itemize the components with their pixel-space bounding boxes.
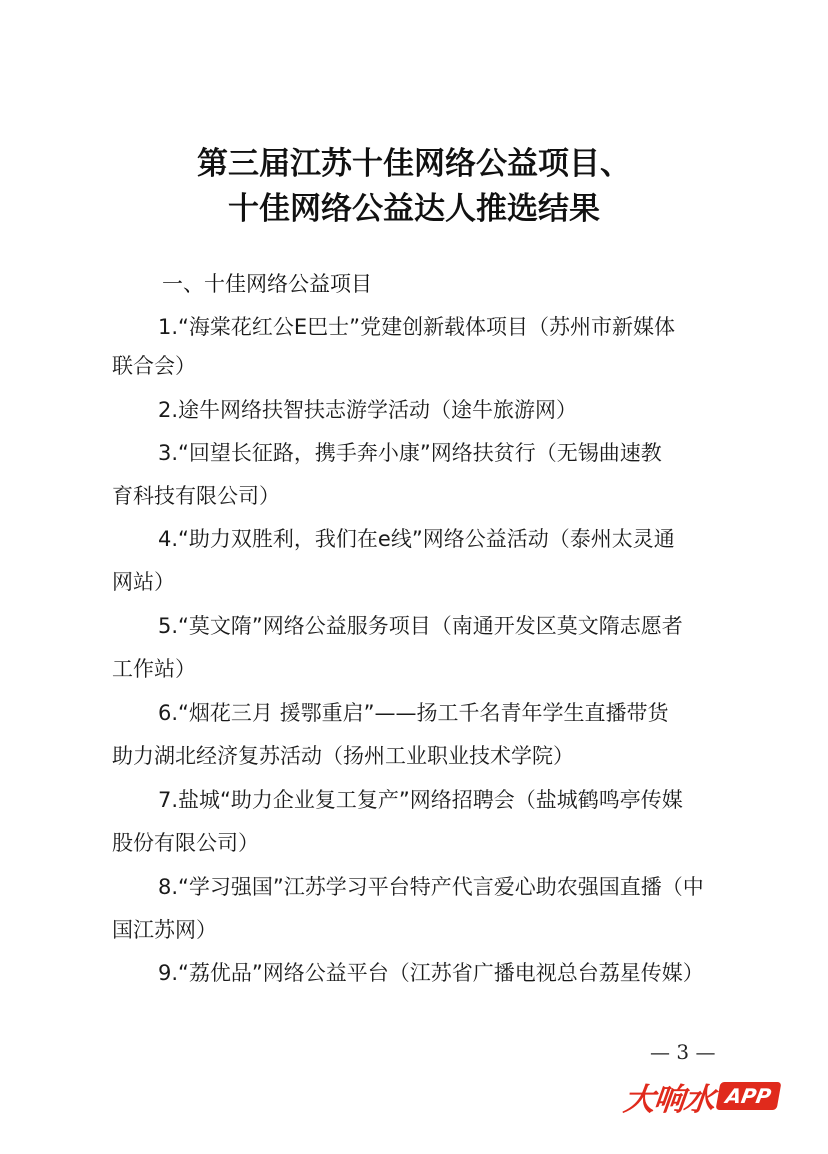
list-item-4-line1: 4.“助力双胜利，我们在e线”网络公益活动（泰州太灵通 [158,527,675,551]
list-item-8-line2: 国江苏网） [112,918,217,942]
watermark-app-badge: APP [716,1082,782,1110]
list-item-5-line2: 工作站） [112,657,196,681]
list-item-1-line1: 1.“海棠花红公E巴士”党建创新载体项目（苏州市新媒体 [158,315,676,339]
page-number: — 3 — [650,1040,716,1064]
list-item-3-line2: 育科技有限公司） [112,484,280,508]
document-title-line1: 第三届江苏十佳网络公益项目、 [197,146,631,182]
list-item-7-line1: 7.盐城“助力企业复工复产”网络招聘会（盐城鹤鸣亭传媒 [158,788,683,812]
watermark-logo [621,1076,779,1118]
list-item-9-line1: 9.“荔优品”网络公益平台（江苏省广播电视总台荔星传媒） [158,961,704,985]
watermark-logo-text: 大响水 [621,1081,716,1118]
list-item-8-line1: 8.“学习强国”江苏学习平台特产代言爱心助农强国直播（中 [158,875,704,899]
list-item-7-line2: 股份有限公司） [112,831,259,855]
list-item-6-line1: 6.“烟花三月 援鄂重启”——扬工千名青年学生直播带货 [158,701,669,725]
list-item-5-line1: 5.“莫文隋”网络公益服务项目（南通开发区莫文隋志愿者 [158,614,683,638]
list-item-2-line1: 2.途牛网络扶智扶志游学活动（途牛旅游网） [158,398,578,422]
section-heading: 一、十佳网络公益项目 [162,272,372,296]
list-item-3-line1: 3.“回望长征路，携手奔小康”网络扶贫行（无锡曲速教 [158,441,662,465]
list-item-4-line2: 网站） [112,570,175,594]
list-item-1-line2: 联合会） [112,354,196,378]
document-title-line2: 十佳网络公益达人推选结果 [228,191,600,227]
list-item-6-line2: 助力湖北经济复苏活动（扬州工业职业技术学院） [112,744,574,768]
